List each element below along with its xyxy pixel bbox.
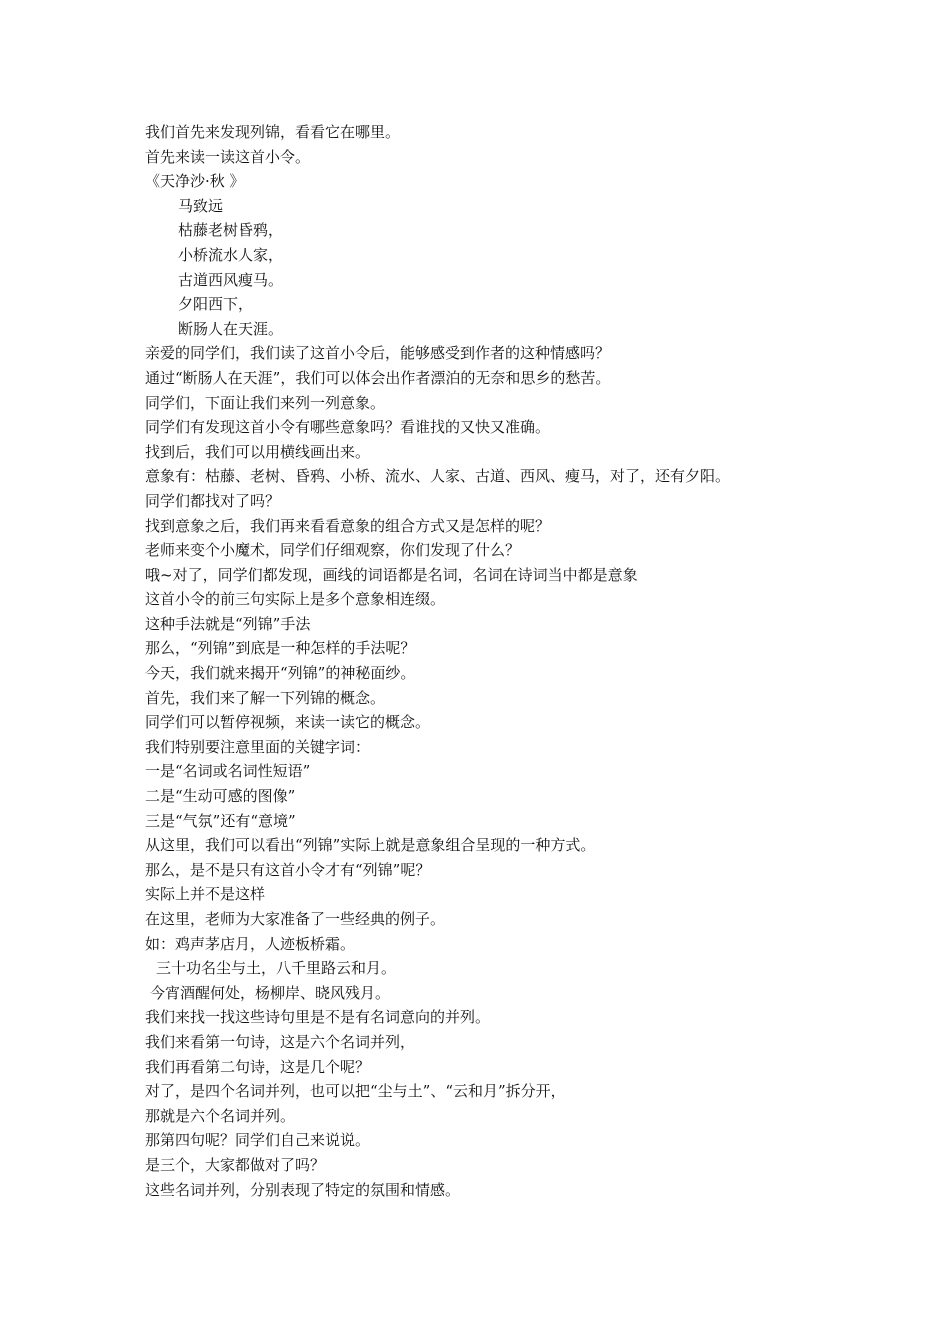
text-line: 老师来变个小魔术，同学们仔细观察，你们发现了什么？ [145,541,521,560]
poem-author: 马致远 [178,196,224,215]
text-line: 同学们有发现这首小令有哪些意象吗？看谁找的又快又准确。 [145,418,551,437]
text-line: 我们首先来发现列锦，看看它在哪里。 [145,123,401,141]
text-line: 通过“断肠人在天涯”，我们可以体会出作者漂泊的无奈和思乡的愁苦。 [145,368,611,387]
text-line: 在这里，老师为大家准备了一些经典的例子。 [145,910,446,928]
poem-line: 枯藤老树昏鸦， [178,221,284,240]
text-line: 三是“气氛”还有“意境” [145,811,296,830]
text-line: 我们再看第二句诗，这是几个呢？ [145,1057,371,1076]
poem-line: 古道西风瘦马。 [178,270,284,289]
text-line: 这些名词并列，分别表现了特定的氛围和情感。 [145,1180,461,1199]
text-line: 同学们，下面让我们来列一列意象。 [145,393,386,412]
text-line: 那第四句呢？同学们自己来说说。 [145,1131,371,1150]
text-line: 我们来找一找这些诗句里是不是有名词意向的并列。 [145,1008,491,1027]
text-line: 那就是六个名词并列。 [145,1106,296,1125]
text-line: 找到后，我们可以用横线画出来。 [145,442,371,461]
poem-title: 《天净沙·秋 》 [145,172,245,191]
example-line: 如：鸡声茅店月，人迹板桥霜。 [145,934,356,953]
text-line: 同学们可以暂停视频，来读一读它的概念。 [145,713,431,732]
example-line: 今宵酒醒何处，杨柳岸、晓风残月。 [150,983,391,1002]
text-line: 二是“生动可感的图像” [145,787,296,806]
text-line: 实际上并不是这样 [145,885,266,904]
text-line: 对了，是四个名词并列，也可以把“尘与土”、“云和月”拆分开， [145,1082,566,1101]
text-line: 那么，是不是只有这首小令才有“列锦”呢？ [145,860,431,879]
text-line: 意象有：枯藤、老树、昏鸦、小桥、流水、人家、古道、西风、瘦马，对了，还有夕阳。 [145,467,731,486]
text-line: 亲爱的同学们，我们读了这首小令后，能够感受到作者的这种情感吗？ [145,344,611,363]
text-line: 哦~对了，同学们都发现，画线的词语都是名词，名词在诗词当中都是意象 [145,565,638,584]
text-line: 首先来读一读这首小令。 [145,147,311,166]
text-line: 找到意象之后，我们再来看看意象的组合方式又是怎样的呢？ [145,516,551,535]
document-body [145,120,845,1202]
text-line: 这首小令的前三句实际上是多个意象相连缀。 [145,590,446,609]
text-line: 这种手法就是“列锦”手法 [145,614,311,633]
text-line: 一是“名词或名词性短语” [145,762,311,781]
poem-line: 夕阳西下， [178,295,254,314]
poem-line: 断肠人在天涯。 [178,319,284,338]
text-line: 那么，“列锦”到底是一种怎样的手法呢？ [145,639,416,658]
example-line: 三十功名尘与土，八千里路云和月。 [156,959,397,978]
text-line: 是三个，大家都做对了吗？ [145,1155,326,1174]
text-line: 同学们都找对了吗？ [145,491,281,510]
text-line: 从这里，我们可以看出“列锦”实际上就是意象组合呈现的一种方式。 [145,836,596,855]
text-line: 我们特别要注意里面的关键字词： [145,737,371,756]
poem-line: 小桥流水人家， [178,245,284,264]
text-line: 我们来看第一句诗，这是六个名词并列， [145,1032,416,1051]
text-line: 首先，我们来了解一下列锦的概念。 [145,688,386,707]
text-line: 今天，我们就来揭开“列锦”的神秘面纱。 [145,664,416,683]
